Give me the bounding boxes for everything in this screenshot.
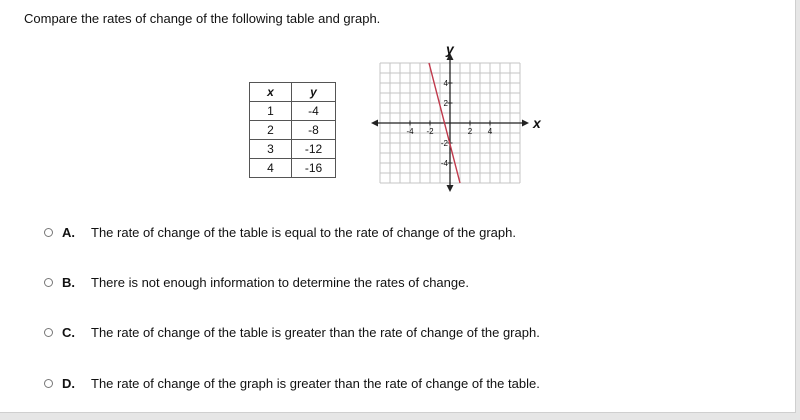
question-text: Compare the rates of change of the following table and graph. bbox=[24, 11, 381, 26]
choice-a[interactable] bbox=[44, 222, 516, 242]
table-header-y: y bbox=[292, 83, 336, 102]
choice-b[interactable] bbox=[44, 272, 469, 292]
table-cell-y: -4 bbox=[292, 102, 336, 121]
choice-a-text: The rate of change of the table is equal to the rate of change of the graph. bbox=[91, 224, 516, 240]
y-tick-label: 2 bbox=[443, 99, 448, 108]
radio-c[interactable] bbox=[44, 328, 53, 337]
choice-d-text: The rate of change of the graph is greater than the rate of change of the table. bbox=[91, 375, 540, 391]
y-axis-arrow-down bbox=[447, 185, 454, 192]
y-axis-label: y bbox=[446, 41, 454, 57]
y-tick-label: -4 bbox=[440, 159, 448, 168]
radio-b[interactable] bbox=[44, 278, 53, 287]
choice-c-text: The rate of change of the table is greater than the rate of change of the graph. bbox=[91, 324, 540, 340]
table-cell-x: 2 bbox=[250, 121, 292, 140]
radio-a[interactable] bbox=[44, 228, 53, 237]
x-tick-label: 4 bbox=[487, 127, 493, 136]
x-tick-label: 2 bbox=[467, 127, 473, 136]
table-cell-y: -16 bbox=[292, 159, 336, 178]
y-tick-label: -2 bbox=[440, 139, 448, 148]
choice-c[interactable] bbox=[44, 322, 540, 342]
choice-b-text: There is not enough information to determine the rates of change. bbox=[91, 274, 469, 290]
x-tick-label: -4 bbox=[406, 127, 414, 136]
x-axis-label: x bbox=[533, 115, 541, 131]
table-cell-x: 1 bbox=[250, 102, 292, 121]
choice-d[interactable] bbox=[44, 373, 540, 393]
choice-a-letter: A. bbox=[62, 224, 75, 240]
xy-table bbox=[249, 82, 336, 178]
table-cell-x: 4 bbox=[250, 159, 292, 178]
radio-d[interactable] bbox=[44, 379, 53, 388]
x-axis-arrow-right bbox=[522, 120, 529, 127]
table-cell-y: -8 bbox=[292, 121, 336, 140]
choice-d-letter: D. bbox=[62, 375, 75, 391]
choice-b-letter: B. bbox=[62, 274, 75, 290]
y-tick-label: 4 bbox=[443, 79, 448, 88]
table-row bbox=[250, 121, 336, 140]
table-cell-x: 3 bbox=[250, 140, 292, 159]
line-graph bbox=[372, 41, 542, 210]
table-row bbox=[250, 159, 336, 178]
x-tick-label: -2 bbox=[426, 127, 434, 136]
table-cell-y: -12 bbox=[292, 140, 336, 159]
choice-c-letter: C. bbox=[62, 324, 75, 340]
table-header-x: x bbox=[250, 83, 292, 102]
x-axis-arrow-left bbox=[371, 120, 378, 127]
table-row bbox=[250, 102, 336, 121]
table-row bbox=[250, 140, 336, 159]
table-header-row bbox=[250, 83, 336, 102]
